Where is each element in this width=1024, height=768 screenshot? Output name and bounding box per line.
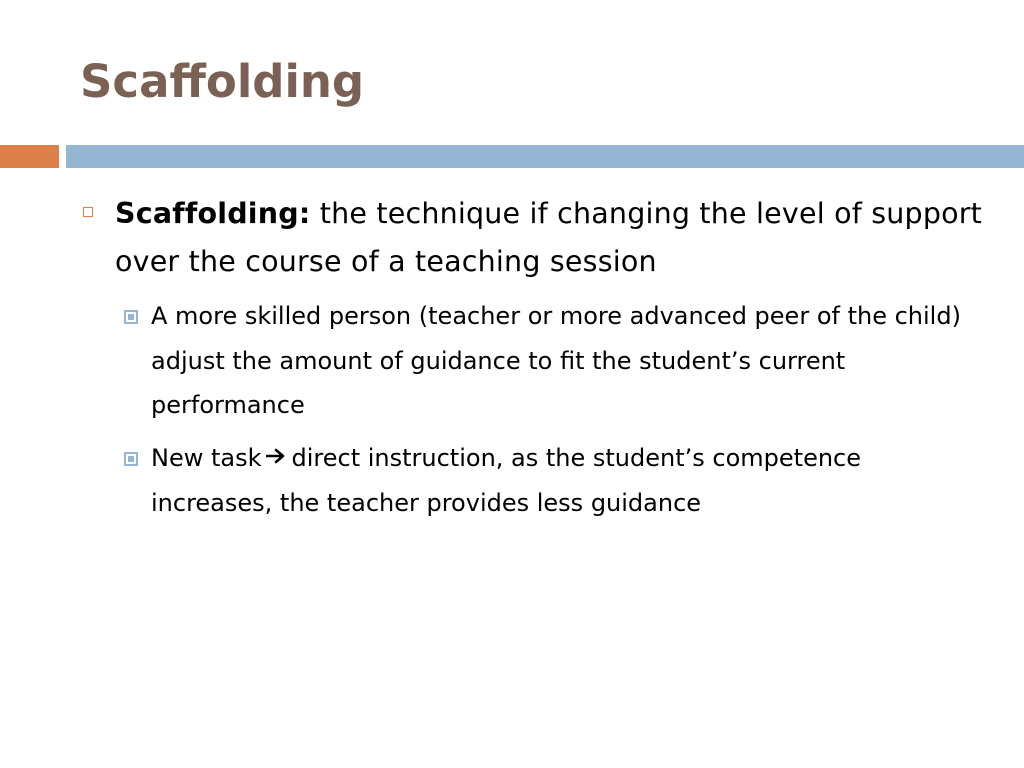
subbullet-new-task [151, 436, 981, 525]
filled-square-bullet-icon [124, 452, 138, 466]
subbullet-skilled-person: A more skilled person (teacher or more advanced peer of the child) adjust the amount of guidance to fit the student’s current performance [151, 302, 961, 419]
right-arrow-icon [266, 448, 286, 464]
filled-square-bullet-icon [124, 310, 138, 324]
title-divider-accent [0, 145, 59, 168]
square-bullet-icon [83, 207, 93, 217]
bullet-term: Scaffolding: [115, 197, 311, 230]
title-divider-bar [66, 145, 1024, 168]
bullet-definition: the technique if changing the level of support over the course of a teaching session [115, 197, 983, 278]
slide-title: Scaffolding [80, 55, 365, 108]
subbullet-new-task-lead: New task [151, 444, 262, 472]
bullet-scaffolding-definition [115, 190, 995, 286]
subbullet-new-task-rest: direct instruction, as the student’s competence increases, the teacher provides less guidance [151, 444, 862, 517]
